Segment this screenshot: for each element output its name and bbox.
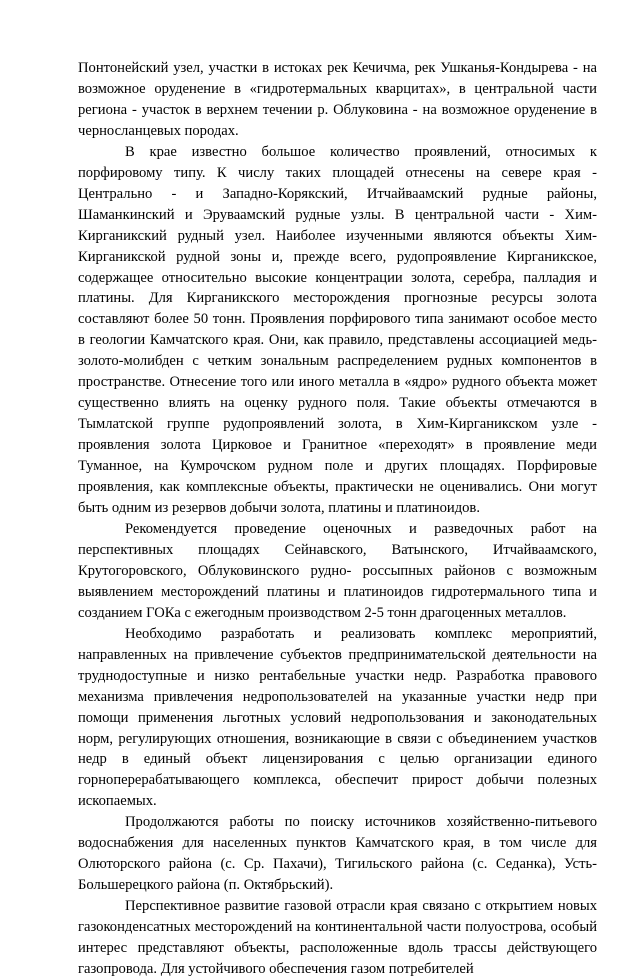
paragraph-6: Перспективное развитие газовой отрасли края связано с открытием новых газоконденсатных месторождений на континентальной части полуострова, особый интерес представляют объекты, расположенные вдоль трассы действующего газопровода. Для устойчивого обеспечения газом потребителей bbox=[78, 898, 597, 977]
paragraph-2: В крае известно большое количество проявлений, относимых к порфировому типу. К числу таких площадей отнесены на севере края - Центрально - и Западно-Корякский, Итчайваамский рудные районы, Шаманкинский и Эруваамский рудные узлы. В центральной части - Хим-Кирганикский рудный узел. Наиболее изученными являются объекты Хим-Кирганикской рудной зоны и, прежде всего, рудопроявление Кирганикское, содержащее относительно высокие концентрации золота, серебра, палладия и платины. Для Кирганикского месторождения прогнозные ресурсы золота составляют более 50 тонн. Проявления порфирового типа занимают особое место в геологии Камчатского края. Они, как правило, представлены ассоциацией медь-золото-молибден с четким зональным распределением рудных компонентов в пространстве. Отнесение того или иного металла в «ядро» рудного объекта может существенно влиять на оценку рудного поля. Такие объекты отмечаются в Тымлатской группе рудопроявлений золота, в Хим-Кирганикском узле - проявления золота Цирковое и Гранитное «переходят» в проявление меди Туманное, на Кумрочском рудном поле и других площадях. Порфировые проявления, как комплексные объекты, практически не оценивались. Они могут быть одним из резервов добычи золота, платины и платиноидов. bbox=[78, 143, 597, 517]
paragraph-3: Рекомендуется проведение оценочных и разведочных работ на перспективных площадях Сейнавского, Ватынского, Итчайваамского, Крутогоровского, Облуковинского рудно- россыпных районов с возможным выявлением месторождений платины и платиноидов гидротермального типа и созданием ГОКа с ежегодным производством 2-5 тонн драгоценных металлов. bbox=[78, 520, 597, 621]
paragraph-5: Продолжаются работы по поиску источников хозяйственно-питьевого водоснабжения для населенных пунктов Камчатского края, в том числе для Олюторского района (с. Ср. Пахачи), Тигильского района (с. Седанка), Усть-Большерецкого района (п. Октябрьский). bbox=[78, 814, 597, 894]
document-page bbox=[78, 58, 597, 980]
paragraph-1: Понтонейский узел, участки в истоках рек Кечичма, рек Ушканья-Кондырева - на возможное оруденение в «гидротермальных кварцитах», в центральной части региона - участок в верхнем течении р. Облуковина - на возможное оруденение в черносланцевых породах. bbox=[78, 60, 597, 139]
paragraph-4: Необходимо разработать и реализовать комплекс мероприятий, направленных на привлечение субъектов предпринимательской деятельности на труднодоступные и низко рентабельные участки недр. Разработка правового механизма привлечения недропользователей на указанные участки недр при помощи применения льготных условий недропользования и законодательных норм, регулирующих отношения, возникающие в связи с объединением участков недр в единый объект лицензирования с целью организации единого горноперерабатывающего комплекса, обеспечит прирост добычи полезных ископаемых. bbox=[78, 625, 597, 810]
